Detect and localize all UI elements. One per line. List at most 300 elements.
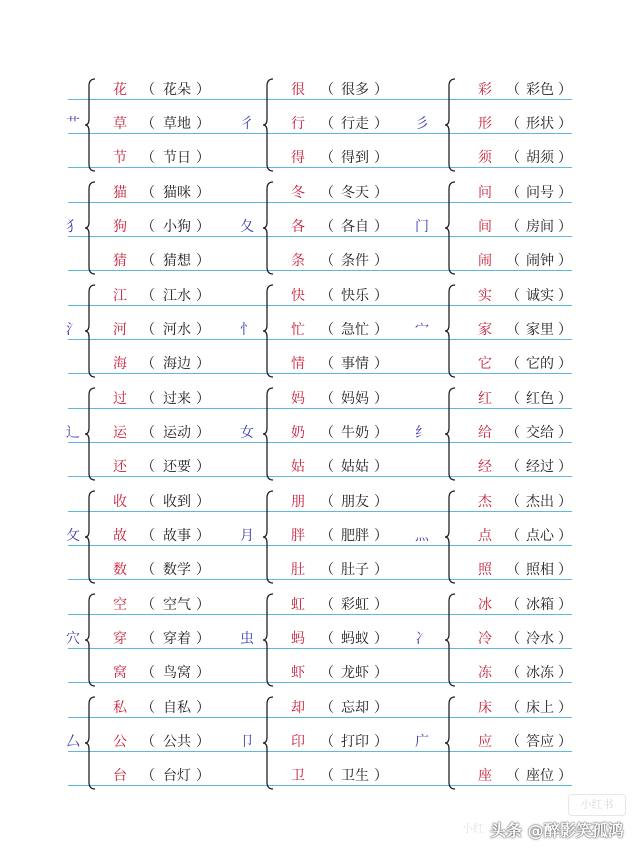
close-paren: ） [374, 734, 388, 750]
radical-label: 宀 [415, 322, 429, 338]
example-word: 数学 [163, 562, 191, 578]
faint-watermark: 小红 [462, 822, 484, 835]
guide-line [68, 751, 572, 752]
guide-line [68, 648, 572, 649]
open-paren: （ [320, 356, 334, 372]
close-paren: ） [374, 768, 388, 784]
close-paren: ） [558, 391, 572, 407]
radical-label: 彡 [415, 116, 429, 132]
example-character: 花 [113, 82, 127, 98]
example-word: 问号 [526, 185, 554, 201]
close-paren: ） [196, 734, 210, 750]
open-paren: （ [506, 391, 520, 407]
close-paren: ） [196, 185, 210, 201]
close-paren: ） [558, 459, 572, 475]
example-character: 形 [478, 116, 492, 132]
close-paren: ） [374, 253, 388, 269]
open-paren: （ [506, 700, 520, 716]
radical-label: 冫 [415, 631, 429, 647]
open-paren: （ [320, 665, 334, 681]
close-paren: ） [374, 562, 388, 578]
example-word: 蚂蚁 [341, 631, 369, 647]
guide-line [68, 785, 572, 786]
open-paren: （ [141, 768, 155, 784]
guide-line [68, 579, 572, 580]
close-paren: ） [558, 116, 572, 132]
example-word: 肥胖 [341, 528, 369, 544]
example-word: 闹钟 [526, 253, 554, 269]
curly-brace [84, 78, 98, 172]
example-character: 奶 [291, 425, 305, 441]
example-character: 收 [113, 494, 127, 510]
example-character: 床 [478, 700, 492, 716]
close-paren: ） [374, 665, 388, 681]
radical-label: 彳 [240, 116, 254, 132]
open-paren: （ [320, 185, 334, 201]
close-paren: ） [558, 768, 572, 784]
example-character: 朋 [291, 494, 305, 510]
curly-brace [84, 284, 98, 378]
guide-line [68, 99, 572, 100]
close-paren: ） [558, 631, 572, 647]
example-character: 冬 [291, 185, 305, 201]
open-paren: （ [141, 391, 155, 407]
close-paren: ） [374, 425, 388, 441]
close-paren: ） [374, 391, 388, 407]
open-paren: （ [506, 459, 520, 475]
open-paren: （ [141, 150, 155, 166]
open-paren: （ [320, 82, 334, 98]
open-paren: （ [141, 528, 155, 544]
open-paren: （ [506, 322, 520, 338]
close-paren: ） [196, 425, 210, 441]
open-paren: （ [506, 768, 520, 784]
example-word: 猜想 [163, 253, 191, 269]
example-character: 座 [478, 768, 492, 784]
example-character: 姑 [291, 459, 305, 475]
close-paren: ） [196, 665, 210, 681]
close-paren: ） [558, 356, 572, 372]
example-word: 小狗 [163, 219, 191, 235]
open-paren: （ [320, 116, 334, 132]
open-paren: （ [320, 459, 334, 475]
example-character: 须 [478, 150, 492, 166]
example-word: 急忙 [341, 322, 369, 338]
close-paren: ） [374, 700, 388, 716]
close-paren: ） [196, 391, 210, 407]
curly-brace [262, 78, 276, 172]
example-word: 运动 [163, 425, 191, 441]
example-word: 快乐 [341, 288, 369, 304]
example-character: 很 [291, 82, 305, 98]
curly-brace [444, 78, 458, 172]
open-paren: （ [506, 219, 520, 235]
open-paren: （ [141, 631, 155, 647]
guide-line [68, 133, 572, 134]
example-word: 江水 [163, 288, 191, 304]
example-word: 红色 [526, 391, 554, 407]
open-paren: （ [320, 150, 334, 166]
close-paren: ） [558, 562, 572, 578]
radical-label: 夂 [240, 219, 254, 235]
example-character: 故 [113, 528, 127, 544]
guide-line [68, 202, 572, 203]
example-character: 问 [478, 185, 492, 201]
close-paren: ） [196, 631, 210, 647]
example-word: 各自 [341, 219, 369, 235]
guide-line [68, 167, 572, 168]
example-character: 数 [113, 562, 127, 578]
close-paren: ） [558, 665, 572, 681]
close-paren: ） [558, 288, 572, 304]
radical-label: 广 [415, 734, 429, 750]
close-paren: ） [196, 528, 210, 544]
guide-line [68, 339, 572, 340]
example-word: 空气 [163, 597, 191, 613]
curly-brace [444, 593, 458, 687]
example-character: 河 [113, 322, 127, 338]
guide-line [68, 682, 572, 683]
close-paren: ） [558, 425, 572, 441]
close-paren: ） [558, 528, 572, 544]
guide-line [68, 614, 572, 615]
example-character: 冰 [478, 597, 492, 613]
example-character: 给 [478, 425, 492, 441]
radical-label: 穴 [66, 631, 80, 647]
example-character: 还 [113, 459, 127, 475]
open-paren: （ [141, 597, 155, 613]
example-character: 胖 [291, 528, 305, 544]
radical-label: 忄 [240, 322, 254, 338]
radical-label: 厶 [66, 734, 80, 750]
example-character: 得 [291, 150, 305, 166]
open-paren: （ [320, 700, 334, 716]
example-word: 鸟窝 [163, 665, 191, 681]
example-word: 照相 [526, 562, 554, 578]
open-paren: （ [320, 562, 334, 578]
close-paren: ） [558, 219, 572, 235]
example-character: 窝 [113, 665, 127, 681]
open-paren: （ [320, 425, 334, 441]
example-word: 点心 [526, 528, 554, 544]
open-paren: （ [141, 425, 155, 441]
example-character: 快 [291, 288, 305, 304]
open-paren: （ [141, 219, 155, 235]
example-word: 很多 [341, 82, 369, 98]
example-character: 冷 [478, 631, 492, 647]
open-paren: （ [506, 631, 520, 647]
example-character: 妈 [291, 391, 305, 407]
open-paren: （ [141, 562, 155, 578]
curly-brace [84, 181, 98, 275]
example-word: 公共 [163, 734, 191, 750]
example-character: 虾 [291, 665, 305, 681]
curly-brace [444, 284, 458, 378]
example-character: 草 [113, 116, 127, 132]
close-paren: ） [196, 768, 210, 784]
close-paren: ） [196, 494, 210, 510]
example-character: 它 [478, 356, 492, 372]
example-character: 闹 [478, 253, 492, 269]
guide-line [68, 236, 572, 237]
open-paren: （ [506, 562, 520, 578]
radical-label: 犭 [66, 219, 80, 235]
example-character: 猜 [113, 253, 127, 269]
example-word: 花朵 [163, 82, 191, 98]
open-paren: （ [141, 185, 155, 201]
example-word: 节日 [163, 150, 191, 166]
close-paren: ） [374, 322, 388, 338]
curly-brace [262, 181, 276, 275]
open-paren: （ [320, 734, 334, 750]
example-character: 点 [478, 528, 492, 544]
radical-label: 虫 [240, 631, 254, 647]
open-paren: （ [506, 253, 520, 269]
open-paren: （ [141, 116, 155, 132]
radical-label: 月 [240, 528, 254, 544]
guide-line [68, 545, 572, 546]
guide-line [68, 511, 572, 512]
example-word: 故事 [163, 528, 191, 544]
example-character: 台 [113, 768, 127, 784]
curly-brace [84, 387, 98, 481]
radical-label: 门 [415, 219, 429, 235]
close-paren: ） [374, 597, 388, 613]
guide-line [68, 442, 572, 443]
guide-line [68, 408, 572, 409]
open-paren: （ [141, 700, 155, 716]
curly-brace [262, 593, 276, 687]
example-character: 穿 [113, 631, 127, 647]
example-character: 节 [113, 150, 127, 166]
example-character: 空 [113, 597, 127, 613]
close-paren: ） [558, 150, 572, 166]
example-word: 彩色 [526, 82, 554, 98]
example-word: 台灯 [163, 768, 191, 784]
close-paren: ） [374, 219, 388, 235]
curly-brace [444, 490, 458, 584]
example-character: 红 [478, 391, 492, 407]
close-paren: ） [196, 116, 210, 132]
example-word: 朋友 [341, 494, 369, 510]
close-paren: ） [558, 597, 572, 613]
example-word: 还要 [163, 459, 191, 475]
open-paren: （ [320, 391, 334, 407]
open-paren: （ [506, 356, 520, 372]
example-word: 它的 [526, 356, 554, 372]
open-paren: （ [141, 288, 155, 304]
curly-brace [444, 696, 458, 790]
example-word: 收到 [163, 494, 191, 510]
example-word: 冬天 [341, 185, 369, 201]
open-paren: （ [506, 494, 520, 510]
open-paren: （ [506, 82, 520, 98]
example-word: 杰出 [526, 494, 554, 510]
example-word: 穿着 [163, 631, 191, 647]
close-paren: ） [374, 185, 388, 201]
example-word: 冰箱 [526, 597, 554, 613]
radical-label: 攵 [66, 528, 80, 544]
radical-label: 辶 [66, 425, 80, 441]
example-character: 应 [478, 734, 492, 750]
open-paren: （ [506, 150, 520, 166]
open-paren: （ [141, 322, 155, 338]
open-paren: （ [320, 768, 334, 784]
radical-label: 女 [240, 425, 254, 441]
example-word: 猫咪 [163, 185, 191, 201]
close-paren: ） [374, 150, 388, 166]
open-paren: （ [506, 185, 520, 201]
close-paren: ） [374, 82, 388, 98]
example-character: 蚂 [291, 631, 305, 647]
example-word: 打印 [341, 734, 369, 750]
open-paren: （ [320, 528, 334, 544]
example-character: 间 [478, 219, 492, 235]
example-character: 情 [291, 356, 305, 372]
example-word: 彩虹 [341, 597, 369, 613]
example-character: 江 [113, 288, 127, 304]
example-word: 肚子 [341, 562, 369, 578]
open-paren: （ [320, 597, 334, 613]
example-character: 却 [291, 700, 305, 716]
open-paren: （ [320, 494, 334, 510]
example-word: 胡须 [526, 150, 554, 166]
example-character: 卫 [291, 768, 305, 784]
close-paren: ） [374, 356, 388, 372]
close-paren: ） [196, 82, 210, 98]
close-paren: ） [558, 734, 572, 750]
curly-brace [84, 696, 98, 790]
open-paren: （ [506, 528, 520, 544]
example-word: 行走 [341, 116, 369, 132]
open-paren: （ [141, 734, 155, 750]
example-word: 家里 [526, 322, 554, 338]
open-paren: （ [320, 631, 334, 647]
example-word: 条件 [341, 253, 369, 269]
radical-label: 纟 [415, 425, 429, 441]
example-word: 座位 [526, 768, 554, 784]
open-paren: （ [141, 494, 155, 510]
example-character: 私 [113, 700, 127, 716]
open-paren: （ [506, 116, 520, 132]
close-paren: ） [196, 356, 210, 372]
open-paren: （ [141, 665, 155, 681]
example-word: 房间 [526, 219, 554, 235]
open-paren: （ [141, 356, 155, 372]
example-word: 形状 [526, 116, 554, 132]
open-paren: （ [320, 219, 334, 235]
curly-brace [444, 181, 458, 275]
close-paren: ） [374, 494, 388, 510]
close-paren: ） [374, 288, 388, 304]
close-paren: ） [196, 459, 210, 475]
example-word: 河水 [163, 322, 191, 338]
source-attribution: 头条 @醉影笑孤鸿 [490, 821, 624, 840]
open-paren: （ [506, 665, 520, 681]
open-paren: （ [506, 425, 520, 441]
close-paren: ） [196, 150, 210, 166]
radical-label: 灬 [415, 528, 429, 544]
example-character: 冻 [478, 665, 492, 681]
example-word: 交给 [526, 425, 554, 441]
close-paren: ） [374, 631, 388, 647]
guide-line [68, 270, 572, 271]
close-paren: ） [558, 185, 572, 201]
guide-line [68, 476, 572, 477]
example-character: 肚 [291, 562, 305, 578]
example-character: 狗 [113, 219, 127, 235]
close-paren: ） [196, 253, 210, 269]
curly-brace [262, 696, 276, 790]
curly-brace [262, 490, 276, 584]
watermark-badge: 小红书 [568, 794, 626, 816]
curly-brace [84, 593, 98, 687]
example-word: 牛奶 [341, 425, 369, 441]
close-paren: ） [558, 322, 572, 338]
close-paren: ） [196, 322, 210, 338]
close-paren: ） [374, 459, 388, 475]
example-word: 自私 [163, 700, 191, 716]
example-character: 公 [113, 734, 127, 750]
radical-label: 卩 [240, 734, 254, 750]
open-paren: （ [141, 253, 155, 269]
example-character: 行 [291, 116, 305, 132]
open-paren: （ [506, 734, 520, 750]
guide-line [68, 717, 572, 718]
example-word: 得到 [341, 150, 369, 166]
example-character: 家 [478, 322, 492, 338]
open-paren: （ [506, 597, 520, 613]
example-character: 运 [113, 425, 127, 441]
example-word: 床上 [526, 700, 554, 716]
open-paren: （ [141, 459, 155, 475]
example-word: 经过 [526, 459, 554, 475]
example-character: 各 [291, 219, 305, 235]
close-paren: ） [558, 700, 572, 716]
close-paren: ） [196, 288, 210, 304]
radical-label: 氵 [66, 322, 80, 338]
close-paren: ） [558, 253, 572, 269]
close-paren: ） [558, 494, 572, 510]
example-word: 答应 [526, 734, 554, 750]
example-character: 实 [478, 288, 492, 304]
curly-brace [262, 284, 276, 378]
example-character: 彩 [478, 82, 492, 98]
example-word: 过来 [163, 391, 191, 407]
close-paren: ） [196, 562, 210, 578]
open-paren: （ [320, 322, 334, 338]
example-word: 忘却 [341, 700, 369, 716]
curly-brace [84, 490, 98, 584]
open-paren: （ [320, 253, 334, 269]
example-character: 虹 [291, 597, 305, 613]
example-character: 照 [478, 562, 492, 578]
example-word: 海边 [163, 356, 191, 372]
example-character: 条 [291, 253, 305, 269]
open-paren: （ [141, 82, 155, 98]
example-character: 过 [113, 391, 127, 407]
example-character: 经 [478, 459, 492, 475]
example-word: 草地 [163, 116, 191, 132]
close-paren: ） [374, 528, 388, 544]
example-word: 妈妈 [341, 391, 369, 407]
close-paren: ） [196, 219, 210, 235]
example-character: 海 [113, 356, 127, 372]
example-word: 龙虾 [341, 665, 369, 681]
close-paren: ） [196, 700, 210, 716]
open-paren: （ [506, 288, 520, 304]
example-word: 卫生 [341, 768, 369, 784]
